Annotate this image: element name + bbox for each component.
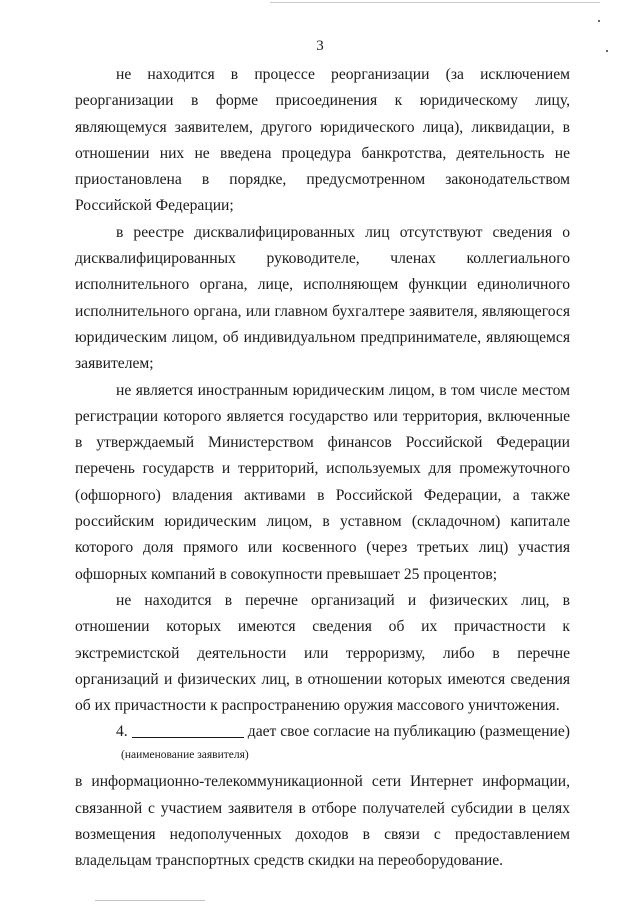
- scan-edge-bottom: [95, 900, 205, 901]
- clause-4-continuation: в информационно-телекоммуникационной сети Интернет информации, связанной с участием заявителя в отборе получателей субсидии в целях возмещения недополученных доходов в связи с предоставлением владельцам транспортных средств скидки на переоборудование.: [75, 773, 570, 870]
- paragraph-disqualified-persons: в реестре дисквалифицированных лиц отсутствуют сведения о дисквалифицированных руководителе, членах коллегиального исполнительного органа, лице, исполняющем функции единоличного исполнительного органа, или главном бухгалтере заявителя, являющегося юридическим лицом, об индивидуальном предпринимателе, являющемся заявителем;: [75, 223, 570, 373]
- blank-caption: (наименование заявителя): [121, 749, 249, 762]
- page-number: 3: [316, 38, 324, 54]
- paragraph-extremism-list: не находится в перечне организаций и физических лиц, в отношении которых имеются сведения об их причастности к экстремистской деятельности или терроризму, либо в перечне организаций и физических лиц, в отношении которых имеются сведения об их причастности к распространению оружия массового уничтожения.: [75, 591, 570, 715]
- clause-number: 4.: [116, 723, 128, 741]
- scan-edge-top: [270, 2, 600, 3]
- clause-4-line: [75, 719, 570, 745]
- paragraph-foreign-entity: не является иностранным юридическим лицом, в том числе местом регистрации которого является государство или территория, включенные в утверждаемый Министерством финансов Российской Федерации перечень государств и территорий, используемых для промежуточного (офшорного) владения активами в Российской Федерации, а также российским юридическим лицом, в уставном (складочном) капитале которого доля прямого или косвенного (через третьих лиц) участия офшорных компаний в совокупности превышает 25 процентов;: [75, 381, 570, 583]
- clause-4-text: дает свое согласие на публикацию (размещение): [247, 723, 570, 741]
- paragraph-reorganization: не находится в процессе реорганизации (за исключением реорганизации в форме присоединения к юридическому лицу, являющемуся заявителем, другого юридического лица), ликвидации, в отношении них не введена процедура банкротства, деятельность не приостановлена в порядке, предусмотренном законодательством Российской Федерации;: [75, 66, 570, 215]
- document-body: [75, 62, 570, 875]
- scan-speck: [598, 20, 600, 22]
- applicant-name-blank: [132, 736, 244, 738]
